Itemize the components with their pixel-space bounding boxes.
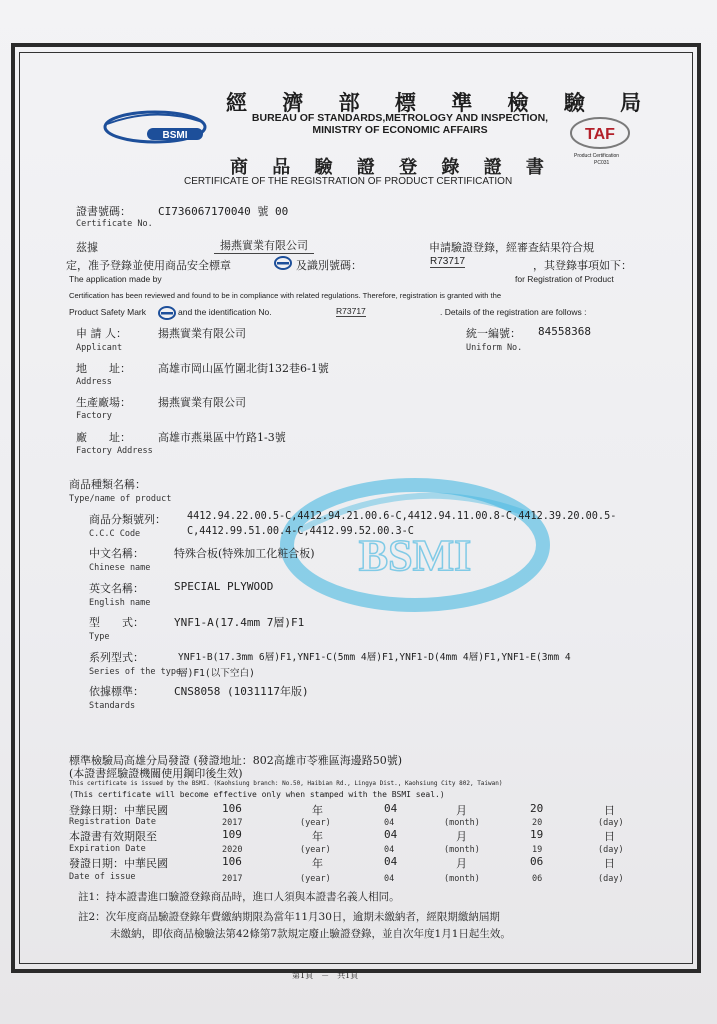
exp-date-month-en: 04	[384, 845, 395, 855]
std-label: 依據標準：	[89, 685, 144, 698]
cn-name-value: 特殊合板(特殊加工化粧合板)	[174, 547, 315, 560]
reg-date-month-unit-en: (month)	[444, 818, 480, 828]
basis-label: 茲據	[76, 241, 98, 254]
reg-date-day-unit-en: (day)	[598, 818, 624, 828]
note-2-line2: 未繳納，即依商品檢驗法第42條第7款規定廢止驗證登錄，並自次年度1月1日起生效。	[110, 928, 511, 940]
page-number: 第1頁 － 共1頁	[292, 971, 359, 980]
ccc-label: 商品分類號列：	[89, 513, 166, 526]
series-line1: YNF1-B(17.3mm 6層)F1,YNF1-C(5mm 4層)F1,YNF1-D(4mm 4層)F1,YNF1-E(3mm 4	[178, 652, 571, 663]
bsmi-logo	[103, 108, 207, 150]
factory-address-label: 廠 址：	[76, 431, 131, 444]
uniform-label: 統一編號：	[466, 327, 521, 340]
issue-date-label-en: Date of issue	[69, 872, 136, 882]
agency-name-en-2: MINISTRY OF ECONOMIC AFFAIRS	[312, 124, 488, 136]
reg-date-label: 登錄日期：中華民國	[69, 804, 168, 817]
issue-date-year-unit-en: (year)	[300, 874, 331, 884]
issue-date-month-unit-en: (month)	[444, 874, 480, 884]
basis-text2: 定，准予登錄並使用商品安全標章	[66, 259, 231, 272]
reg-date-month-unit: 月	[456, 804, 467, 817]
std-value: CNS8058 (1031117年版)	[174, 685, 309, 698]
stamp-en: (This certificate will become effective only when stamped with the BSMI seal.)	[69, 790, 445, 799]
basis-id-code: R73717	[430, 256, 466, 267]
branch-cn: 標準檢驗局高雄分局發證 (發證地址：802高雄市苓雅區海邊路50號)	[69, 754, 403, 767]
series-line2: 層)F1(以下空白)	[178, 668, 255, 679]
note-1: 註1：持本證書進口驗證登錄商品時，進口人須與本證書名義人相同。	[78, 891, 400, 903]
address-value: 高雄市岡山區竹圍北街132巷6-1號	[158, 362, 329, 375]
applicant-label-en: Applicant	[76, 343, 123, 353]
type2-label: 型 式：	[89, 616, 144, 629]
cert-no-label-en: Certificate No.	[76, 219, 153, 229]
bsmi-watermark	[280, 470, 550, 624]
factory-value: 揚燕實業有限公司	[158, 396, 246, 409]
issue-date-year-en: 2017	[222, 874, 243, 884]
watermark-text: BSMI	[358, 531, 472, 580]
ccc-label-en: C.C.C Code	[89, 529, 141, 539]
en-name-label-en: English name	[89, 598, 151, 608]
cn-name-label-en: Chinese name	[89, 563, 151, 573]
stamp-cn: (本證書經驗證機關使用鋼印後生效)	[69, 767, 243, 780]
basis-en1b: for Registration of Product	[515, 274, 614, 284]
std-label-en: Standards	[89, 701, 136, 711]
agency-name-en-1: BUREAU OF STANDARDS,METROLOGY AND INSPECTION,	[251, 112, 549, 124]
address-label: 地 址：	[76, 362, 131, 375]
applicant-value: 揚燕實業有限公司	[158, 327, 246, 340]
reg-date-year-en: 2017	[222, 818, 243, 828]
exp-date-year: 109	[222, 828, 242, 841]
applicant-label: 申 請 人：	[76, 327, 127, 340]
issue-date-month-en: 04	[384, 874, 395, 884]
factory-address-value: 高雄市燕巢區中竹路1-3號	[158, 431, 286, 444]
basis-text3: ，其登錄事項如下：	[533, 259, 632, 272]
cert-no-value: CI736067170040 號 00	[158, 205, 289, 218]
reg-date-day: 20	[530, 802, 544, 815]
taf-sub2: PC031	[594, 160, 610, 166]
issue-date-day-en: 06	[532, 874, 543, 884]
safety-mark-icon	[274, 255, 292, 274]
type2-value: YNF1-A(17.4mm 7層)F1	[174, 616, 305, 629]
ccc-line2: C,4412.99.51.00.4-C,4412.99.52.00.3-C	[187, 526, 414, 537]
reg-date-month: 04	[384, 802, 398, 815]
exp-date-month-unit-en: (month)	[444, 845, 480, 855]
basis-text1: 申請驗證登錄，經審查結果符合規	[429, 241, 594, 254]
issue-date-year-unit: 年	[312, 857, 323, 870]
issue-date-year: 106	[222, 855, 242, 868]
basis-en1a: The application made by	[69, 274, 162, 284]
exp-date-label-en: Expiration Date	[69, 844, 146, 854]
issue-date-month: 04	[384, 855, 398, 868]
uniform-label-en: Uniform No.	[466, 343, 523, 353]
exp-date-month-unit: 月	[456, 830, 467, 843]
product-type-label-en: Type/name of product	[69, 494, 172, 504]
basis-en3b: and the identification No.	[178, 307, 272, 317]
type2-label-en: Type	[89, 632, 110, 642]
cert-no-label: 證書號碼：	[76, 205, 131, 218]
certificate-title-en: CERTIFICATE OF THE REGISTRATION OF PRODUCT CERTIFICATION	[184, 176, 513, 187]
taf-sub1: Product Certification	[574, 153, 620, 159]
exp-date-month: 04	[384, 828, 398, 841]
certificate-title-cn: 商 品 驗 證 登 錄 證 書	[230, 157, 553, 178]
reg-date-month-en: 04	[384, 818, 395, 828]
reg-date-day-en: 20	[532, 818, 543, 828]
exp-date-year-unit-en: (year)	[300, 845, 331, 855]
issue-date-day-unit: 日	[604, 857, 615, 870]
taf-logo-text: TAF	[585, 126, 615, 143]
en-name-label: 英文名稱：	[89, 582, 144, 595]
address-label-en: Address	[76, 377, 112, 387]
uniform-value: 84558368	[538, 325, 591, 338]
exp-date-day-unit: 日	[604, 830, 615, 843]
reg-date-year-unit: 年	[312, 804, 323, 817]
basis-en3c: R73717	[336, 306, 366, 316]
bsmi-logo-text: BSMI	[162, 130, 188, 141]
exp-date-day-unit-en: (day)	[598, 845, 624, 855]
agency-name-cn: 經 濟 部 標 準 檢 驗 局	[226, 90, 656, 115]
issue-date-day: 06	[530, 855, 544, 868]
factory-label: 生產廠場：	[76, 396, 131, 409]
issue-date-label: 發證日期：中華民國	[69, 857, 168, 870]
basis-company: 揚燕實業有限公司	[214, 237, 314, 254]
basis-text2b: 及識別號碼：	[296, 259, 362, 272]
basis-en3d: . Details of the registration are follows :	[440, 307, 587, 317]
ccc-line1: 4412.94.22.00.5-C,4412.94.21.00.6-C,4412.94.11.00.8-C,4412.39.20.00.5-	[187, 511, 617, 522]
basis-en2: Certification has been reviewed and found to be in compliance with related regulations. Therefore, registration is granted with the	[69, 291, 502, 300]
exp-date-day-en: 19	[532, 845, 543, 855]
exp-date-year-en: 2020	[222, 845, 243, 855]
en-name-value: SPECIAL PLYWOOD	[174, 580, 274, 593]
reg-date-year: 106	[222, 802, 242, 815]
issue-date-month-unit: 月	[456, 857, 467, 870]
exp-date-year-unit: 年	[312, 830, 323, 843]
factory-address-label-en: Factory Address	[76, 446, 153, 456]
series-label-en: Series of the type	[89, 667, 182, 677]
reg-date-year-unit-en: (year)	[300, 818, 331, 828]
product-type-label: 商品種類名稱：	[69, 478, 146, 491]
exp-date-label: 本證書有效期限至	[69, 830, 157, 843]
factory-label-en: Factory	[76, 411, 112, 421]
issue-date-day-unit-en: (day)	[598, 874, 624, 884]
watermark-logo-icon	[280, 470, 550, 620]
reg-date-day-unit: 日	[604, 804, 615, 817]
exp-date-day: 19	[530, 828, 544, 841]
bsmi-logo-icon	[103, 108, 207, 146]
cn-name-label: 中文名稱：	[89, 547, 144, 560]
reg-date-label-en: Registration Date	[69, 817, 156, 827]
basis-en3a: Product Safety Mark	[69, 307, 147, 317]
note-2-line1: 註2：次年度商品驗證登錄年費繳納期限為當年11月30日，逾期未繳納者，經限期繳納屆期	[78, 911, 500, 923]
safety-mark-icon-en	[158, 305, 176, 324]
branch-en: This certificate is issued by the BSMI. (Kaohsiung branch: No.50, Haibian Rd., Lingya Dist., Kaohsiung City 802, Taiwan)	[69, 780, 503, 787]
series-label: 系列型式：	[89, 651, 144, 664]
